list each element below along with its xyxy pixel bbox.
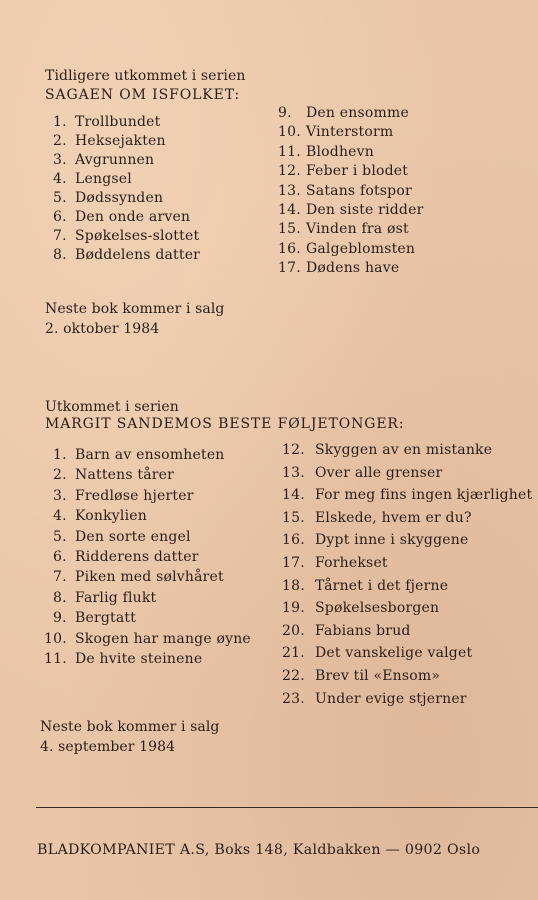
item-number: 2. xyxy=(53,133,67,149)
list-item xyxy=(282,575,532,598)
list-item xyxy=(278,201,423,220)
item-number: 18. xyxy=(282,577,305,594)
list-item xyxy=(282,665,532,688)
section1-next-label: Neste bok kommer i salg xyxy=(45,301,225,317)
section2-list-right xyxy=(282,439,532,710)
item-title: Feber i blodet xyxy=(306,163,409,180)
section1-title: SAGAEN OM ISFOLKET: xyxy=(45,87,241,103)
item-number: 20. xyxy=(282,622,305,639)
list-item xyxy=(278,240,423,259)
list-item xyxy=(282,529,532,552)
item-title: Ridderens datter xyxy=(75,548,199,565)
list-item xyxy=(53,132,200,151)
list-item xyxy=(53,151,200,170)
list-item xyxy=(282,597,532,620)
item-title: Fabians brud xyxy=(315,622,411,639)
item-number: 7. xyxy=(53,228,67,244)
item-number: 9. xyxy=(278,105,292,121)
list-item xyxy=(278,123,423,142)
item-title: For meg fins ingen kjærlighet xyxy=(315,487,533,504)
item-title: Den sorte engel xyxy=(75,528,191,545)
item-number: 5. xyxy=(53,190,67,206)
item-number: 7. xyxy=(53,569,67,586)
item-title: Bergtatt xyxy=(75,610,137,627)
item-number: 11. xyxy=(278,143,301,160)
item-number: 17. xyxy=(282,554,305,571)
list-item xyxy=(53,527,251,547)
item-title: Forhekset xyxy=(315,554,388,571)
item-number: 12. xyxy=(282,442,305,458)
item-title: Skogen har mange øyne xyxy=(75,630,251,647)
item-title: Barn av ensomheten xyxy=(75,447,225,463)
item-number: 2. xyxy=(53,467,67,484)
list-item xyxy=(53,465,251,485)
item-number: 11. xyxy=(44,650,67,667)
item-number: 4. xyxy=(53,171,67,187)
item-number: 16. xyxy=(278,240,301,257)
item-title: Spøkelses-slottet xyxy=(75,228,200,244)
item-title: Det vanskelige valget xyxy=(315,645,473,662)
list-item xyxy=(282,507,532,530)
item-number: 15. xyxy=(282,509,305,526)
item-title: Dødens have xyxy=(306,260,400,277)
item-title: Konkylien xyxy=(75,508,147,525)
item-title: Fredløse hjerter xyxy=(75,487,194,504)
list-item xyxy=(282,620,532,643)
item-title: Trollbundet xyxy=(75,114,161,130)
section2-next-date: 4. september 1984 xyxy=(40,739,176,755)
list-item xyxy=(282,642,532,665)
item-title: Piken med sølvhåret xyxy=(75,569,224,586)
section1-intro: Tidligere utkommet i serien xyxy=(45,68,246,84)
item-number: 17. xyxy=(278,260,301,277)
item-title: Den onde arven xyxy=(75,209,191,225)
list-item xyxy=(282,688,532,711)
item-title: De hvite steinene xyxy=(75,650,203,667)
list-item xyxy=(53,608,251,628)
list-item xyxy=(278,104,423,123)
item-title: Vinden fra øst xyxy=(306,221,409,238)
item-title: Bøddelens datter xyxy=(75,247,201,263)
list-item xyxy=(53,547,251,567)
item-number: 19. xyxy=(282,600,305,617)
list-item xyxy=(278,162,423,181)
item-title: Den ensomme xyxy=(306,105,409,121)
section1-next-date: 2. oktober 1984 xyxy=(45,321,160,337)
item-title: Satans fotspor xyxy=(306,182,412,199)
list-item xyxy=(282,439,532,462)
list-item xyxy=(282,552,532,575)
item-number: 15. xyxy=(278,221,301,238)
list-item xyxy=(278,220,423,239)
footer-divider xyxy=(36,807,538,808)
list-item xyxy=(282,462,532,485)
list-item xyxy=(53,567,251,587)
item-title: Over alle grenser xyxy=(315,464,443,481)
item-number: 6. xyxy=(53,209,67,225)
list-item xyxy=(53,506,251,526)
list-item xyxy=(53,486,251,506)
item-number: 13. xyxy=(278,182,301,199)
section2-list-left xyxy=(44,445,251,669)
item-title: Farlig flukt xyxy=(75,589,157,606)
item-number: 22. xyxy=(282,667,305,684)
item-title: Den siste ridder xyxy=(306,201,424,218)
item-number: 12. xyxy=(278,163,301,180)
item-number: 8. xyxy=(53,589,67,606)
item-number: 16. xyxy=(282,532,305,549)
item-title: Lengsel xyxy=(75,171,132,187)
list-item xyxy=(44,629,251,649)
item-title: Avgrunnen xyxy=(75,152,155,168)
item-number: 3. xyxy=(53,487,67,504)
list-item xyxy=(278,259,423,278)
item-number: 10. xyxy=(278,124,301,141)
list-item xyxy=(53,227,200,246)
list-item xyxy=(44,649,251,669)
section2-title: MARGIT SANDEMOS BESTE FØLJETONGER: xyxy=(45,416,405,432)
item-number: 23. xyxy=(282,690,305,707)
list-item xyxy=(278,182,423,201)
item-number: 5. xyxy=(53,528,67,545)
item-title: Blodhevn xyxy=(306,143,374,160)
item-number: 1. xyxy=(53,447,67,463)
list-item xyxy=(53,246,200,265)
list-item xyxy=(53,170,200,189)
list-item xyxy=(53,113,200,132)
list-item xyxy=(53,588,251,608)
item-title: Vinterstorm xyxy=(306,124,394,141)
item-number: 6. xyxy=(53,548,67,565)
item-number: 3. xyxy=(53,152,67,168)
item-number: 10. xyxy=(44,630,67,647)
list-item xyxy=(282,484,532,507)
item-title: Tårnet i det fjerne xyxy=(315,577,449,594)
item-number: 21. xyxy=(282,645,305,662)
item-number: 14. xyxy=(282,487,305,504)
section1-list-left xyxy=(53,113,200,265)
item-title: Under evige stjerner xyxy=(315,690,467,707)
publisher-line: BLADKOMPANIET A.S, Boks 148, Kaldbakken — 0902 Oslo xyxy=(37,842,481,858)
section2-intro: Utkommet i serien xyxy=(45,399,179,415)
list-item xyxy=(53,189,200,208)
item-title: Galgeblomsten xyxy=(306,240,416,257)
item-title: Heksejakten xyxy=(75,133,166,149)
item-title: Spøkelsesborgen xyxy=(315,600,440,617)
item-title: Dødssynden xyxy=(75,190,164,206)
item-number: 1. xyxy=(53,114,67,130)
list-item xyxy=(53,208,200,227)
section2-next-label: Neste bok kommer i salg xyxy=(40,719,220,735)
list-item xyxy=(53,445,251,465)
section1-list-right xyxy=(278,104,423,279)
item-title: Nattens tårer xyxy=(75,467,175,484)
item-title: Brev til «Ensom» xyxy=(315,667,441,684)
item-number: 13. xyxy=(282,464,305,481)
item-title: Dypt inne i skyggene xyxy=(315,532,469,549)
item-number: 14. xyxy=(278,201,301,218)
item-title: Skyggen av en mistanke xyxy=(315,442,493,458)
item-number: 4. xyxy=(53,508,67,525)
list-item xyxy=(278,143,423,162)
item-number: 8. xyxy=(53,247,67,263)
item-title: Elskede, hvem er du? xyxy=(315,509,472,526)
item-number: 9. xyxy=(53,610,67,627)
